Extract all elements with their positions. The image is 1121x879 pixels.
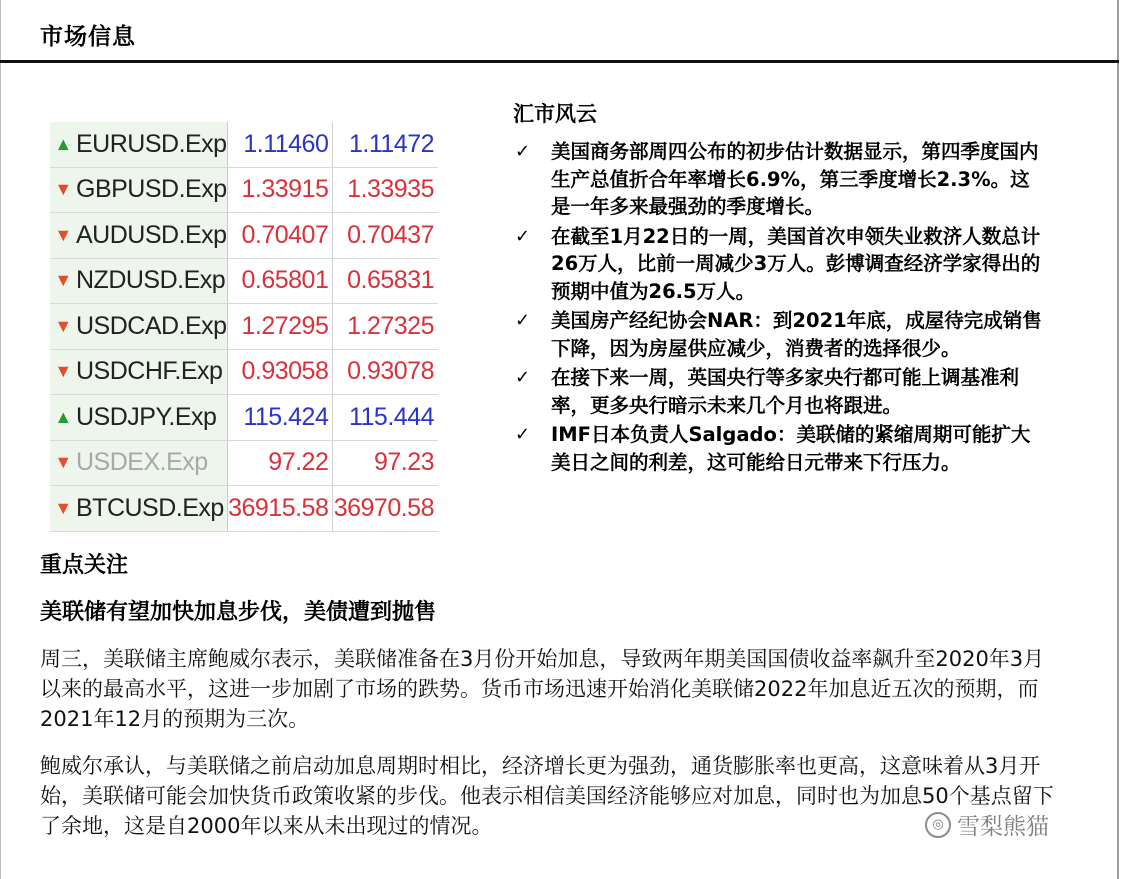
quote-ask: 97.23 [333, 440, 438, 486]
page-border-right [1117, 0, 1119, 879]
arrow-down-icon: ▼ [54, 270, 72, 291]
quote-symbol-cell [50, 486, 227, 532]
arrow-down-icon: ▼ [54, 179, 72, 200]
quote-symbol-cell [50, 258, 227, 304]
news-heading: 汇市风云 [513, 102, 597, 126]
quote-table [50, 122, 438, 532]
quote-row [50, 167, 438, 213]
quote-row [50, 440, 438, 486]
quote-symbol: GBPUSD.Exp [76, 175, 227, 204]
watermark-text: 雪梨熊猫 [957, 814, 1049, 840]
quote-row [50, 349, 438, 395]
arrow-down-icon: ▼ [54, 224, 72, 245]
quote-symbol-cell [50, 213, 227, 259]
quote-symbol: AUDUSD.Exp [76, 220, 227, 249]
quote-symbol-cell [50, 304, 227, 350]
quote-bid: 97.22 [227, 440, 333, 486]
page-border-left [0, 0, 1, 879]
quote-ask: 0.65831 [333, 258, 438, 304]
quote-bid: 115.424 [227, 395, 333, 441]
arrow-down-icon: ▼ [54, 497, 72, 518]
article-paragraph: 鲍威尔承认，与美联储之前启动加息周期时相比，经济增长更为强劲，通货膨胀率也更高，这意味着从3月开始，美联储可能会加快货币政策收紧的步伐。他表示相信美国经济能够应对加息，同时也为加息50个基点留下了余地，这是自2000年以来从未出现过的情况。 [40, 754, 1054, 838]
quote-row [50, 486, 438, 532]
quote-bid: 1.27295 [227, 304, 333, 350]
quote-bid: 0.93058 [227, 349, 333, 395]
check-icon: ✓ [515, 310, 531, 331]
news-item [513, 364, 1043, 419]
check-icon: ✓ [515, 225, 531, 247]
check-icon: ✓ [515, 424, 531, 445]
arrow-down-icon: ▼ [54, 452, 72, 473]
quote-symbol: EURUSD.Exp [76, 129, 227, 158]
news-item-text: 在接下来一周，英国央行等多家央行都可能上调基准利率，更多央行暗示未来几个月也将跟进。 [551, 366, 1020, 417]
quote-symbol: NZDUSD.Exp [76, 266, 226, 295]
page-title: 市场信息 [40, 24, 136, 50]
weibo-icon: ◎ [925, 812, 951, 838]
quote-bid: 1.11460 [227, 122, 333, 167]
check-icon: ✓ [515, 367, 531, 388]
quote-symbol: USDJPY.Exp [76, 402, 217, 431]
article-paragraph: 周三，美联储主席鲍威尔表示，美联储准备在3月份开始加息，导致两年期美国国债收益率飙升至2020年3月以来的最高水平，这进一步加剧了市场的跌势。货币市场迅速开始消化美联储2022年加息近五次的预期，而2021年12月的预期为三次。 [40, 647, 1045, 731]
arrow-up-icon: ▲ [54, 406, 72, 427]
quote-bid: 0.65801 [227, 258, 333, 304]
news-list [513, 138, 1043, 478]
arrow-up-icon: ▲ [54, 133, 72, 154]
quote-bid: 1.33915 [227, 167, 333, 213]
quote-symbol: USDEX.Exp [76, 448, 208, 477]
quote-ask: 0.70437 [333, 213, 438, 259]
quote-symbol: USDCAD.Exp [76, 311, 227, 340]
quote-symbol: USDCHF.Exp [76, 357, 223, 386]
quote-row [50, 304, 438, 350]
news-item [513, 138, 1043, 221]
quote-ask: 1.11472 [333, 122, 438, 167]
quote-ask: 1.33935 [333, 167, 438, 213]
focus-heading: 重点关注 [40, 553, 129, 578]
quote-symbol-cell [50, 167, 227, 213]
quote-row [50, 258, 438, 304]
quote-symbol-cell [50, 122, 227, 167]
quote-ask: 1.27325 [333, 304, 438, 350]
news-item [513, 421, 1043, 476]
news-item [513, 307, 1043, 362]
quote-row [50, 122, 438, 167]
quote-row [50, 213, 438, 259]
check-icon: ✓ [515, 141, 531, 162]
arrow-down-icon: ▼ [54, 361, 72, 382]
article-title: 美联储有望加快加息步伐，美债遭到抛售 [40, 600, 437, 625]
quote-bid: 36915.58 [227, 486, 333, 532]
quote-symbol: BTCUSD.Exp [76, 493, 224, 522]
quote-ask: 115.444 [333, 395, 438, 441]
title-divider [0, 60, 1119, 63]
quote-symbol-cell [50, 395, 227, 441]
news-item [513, 223, 1043, 306]
arrow-down-icon: ▼ [54, 315, 72, 336]
quote-bid: 0.70407 [227, 213, 333, 259]
quote-symbol-cell [50, 349, 227, 395]
quote-symbol-cell [50, 440, 227, 486]
news-item-text: 在截至1月22日的一周，美国首次申领失业救济人数总计26万人，比前一周减少3万人。彭博调查经济学家得出的预期中值为26.5万人。 [551, 224, 1041, 303]
quote-ask: 0.93078 [333, 349, 438, 395]
quote-row [50, 395, 438, 441]
watermark [925, 808, 1049, 841]
news-item-text: 美国房产经纪协会NAR：到2021年底，成屋待完成销售下降，因为房屋供应减少，消费者的选择很少。 [551, 309, 1042, 360]
news-item-text: IMF日本负责人Salgado：美联储的紧缩周期可能扩大美日之间的利差，这可能给日元带来下行压力。 [551, 423, 1031, 474]
quote-ask: 36970.58 [333, 486, 438, 532]
news-item-text: 美国商务部周四公布的初步估计数据显示，第四季度国内生产总值折合年率增长6.9%，第三季度增长2.3%。这是一年多来最强劲的季度增长。 [551, 140, 1039, 218]
